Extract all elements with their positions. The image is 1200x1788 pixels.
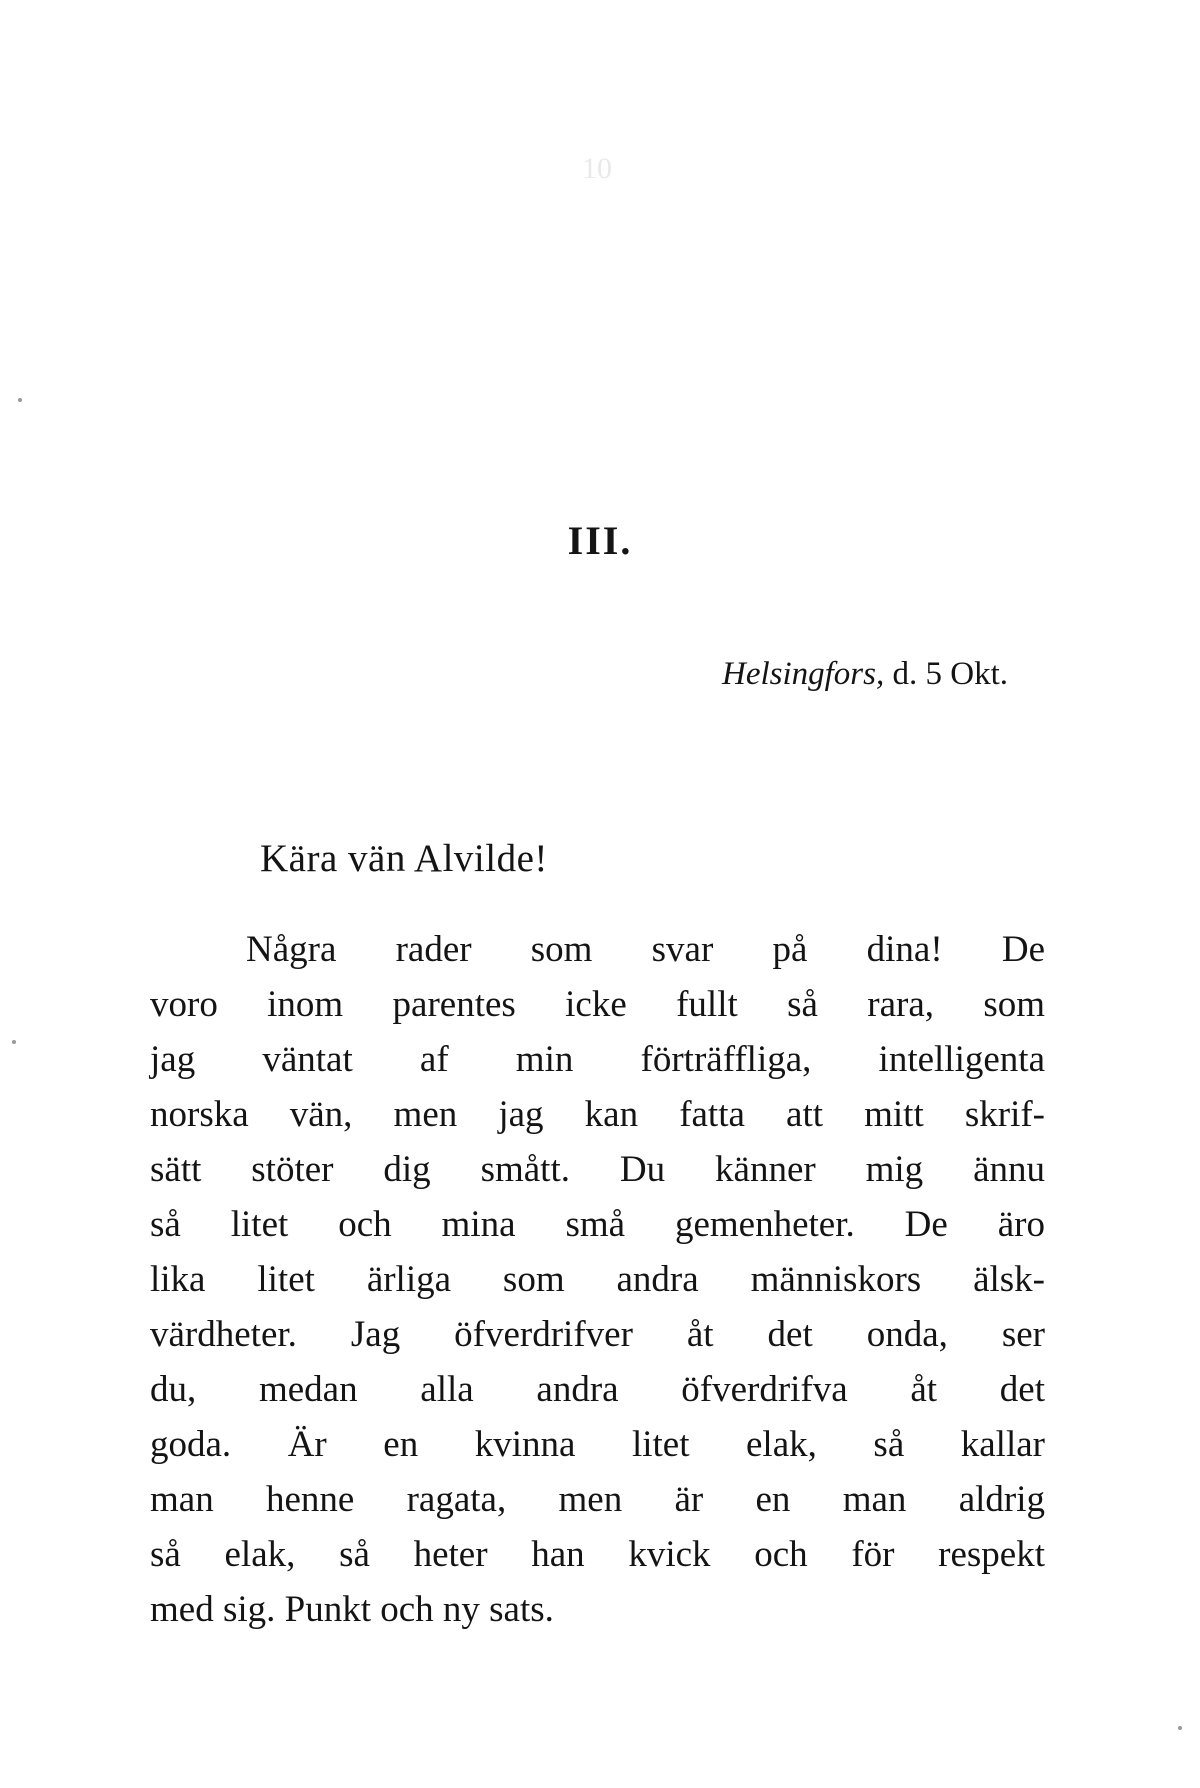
body-line-5: sätt stöter dig smått. Du känner mig ännu bbox=[150, 1149, 1045, 1190]
body-line-10: goda. Är en kvinna litet elak, så kallar bbox=[150, 1424, 1045, 1465]
dateline-place: Helsingfors, bbox=[721, 656, 885, 692]
scan-speck-left-bottom bbox=[12, 1040, 16, 1044]
body-line-9: du, medan alla andra öfverdrifva åt det bbox=[150, 1369, 1045, 1410]
body-line-4: norska vän, men jag kan fatta att mitt skrif- bbox=[150, 1094, 1045, 1135]
body-line-2: voro inom parentes icke fullt så rara, som bbox=[150, 984, 1045, 1025]
scan-speck-left-top bbox=[18, 398, 22, 402]
body-line-13: med sig. Punkt och ny sats. bbox=[150, 1589, 554, 1630]
body-line-1: Några rader som svar på dina! De bbox=[246, 929, 1045, 970]
faint-page-number: 10 bbox=[582, 152, 612, 185]
body-line-12: så elak, så heter han kvick och för respekt bbox=[150, 1534, 1045, 1575]
scan-speck-right-bottom bbox=[1178, 1726, 1182, 1730]
body-line-7: lika litet ärliga som andra människors älsk- bbox=[150, 1259, 1045, 1300]
letter-dateline bbox=[722, 656, 1008, 693]
letter-body bbox=[150, 922, 1045, 1637]
body-line-6: så litet och mina små gemenheter. De äro bbox=[150, 1204, 1045, 1245]
body-line-3: jag väntat af min förträffliga, intelligenta bbox=[150, 1039, 1045, 1080]
dateline-date: d. 5 Okt. bbox=[892, 656, 1008, 692]
body-line-11: man henne ragata, men är en man aldrig bbox=[150, 1479, 1045, 1520]
letter-salutation: Kära vän Alvilde! bbox=[260, 837, 548, 880]
chapter-number: III. bbox=[567, 517, 633, 563]
body-line-8: värdheter. Jag öfverdrifver åt det onda, ser bbox=[150, 1314, 1045, 1355]
